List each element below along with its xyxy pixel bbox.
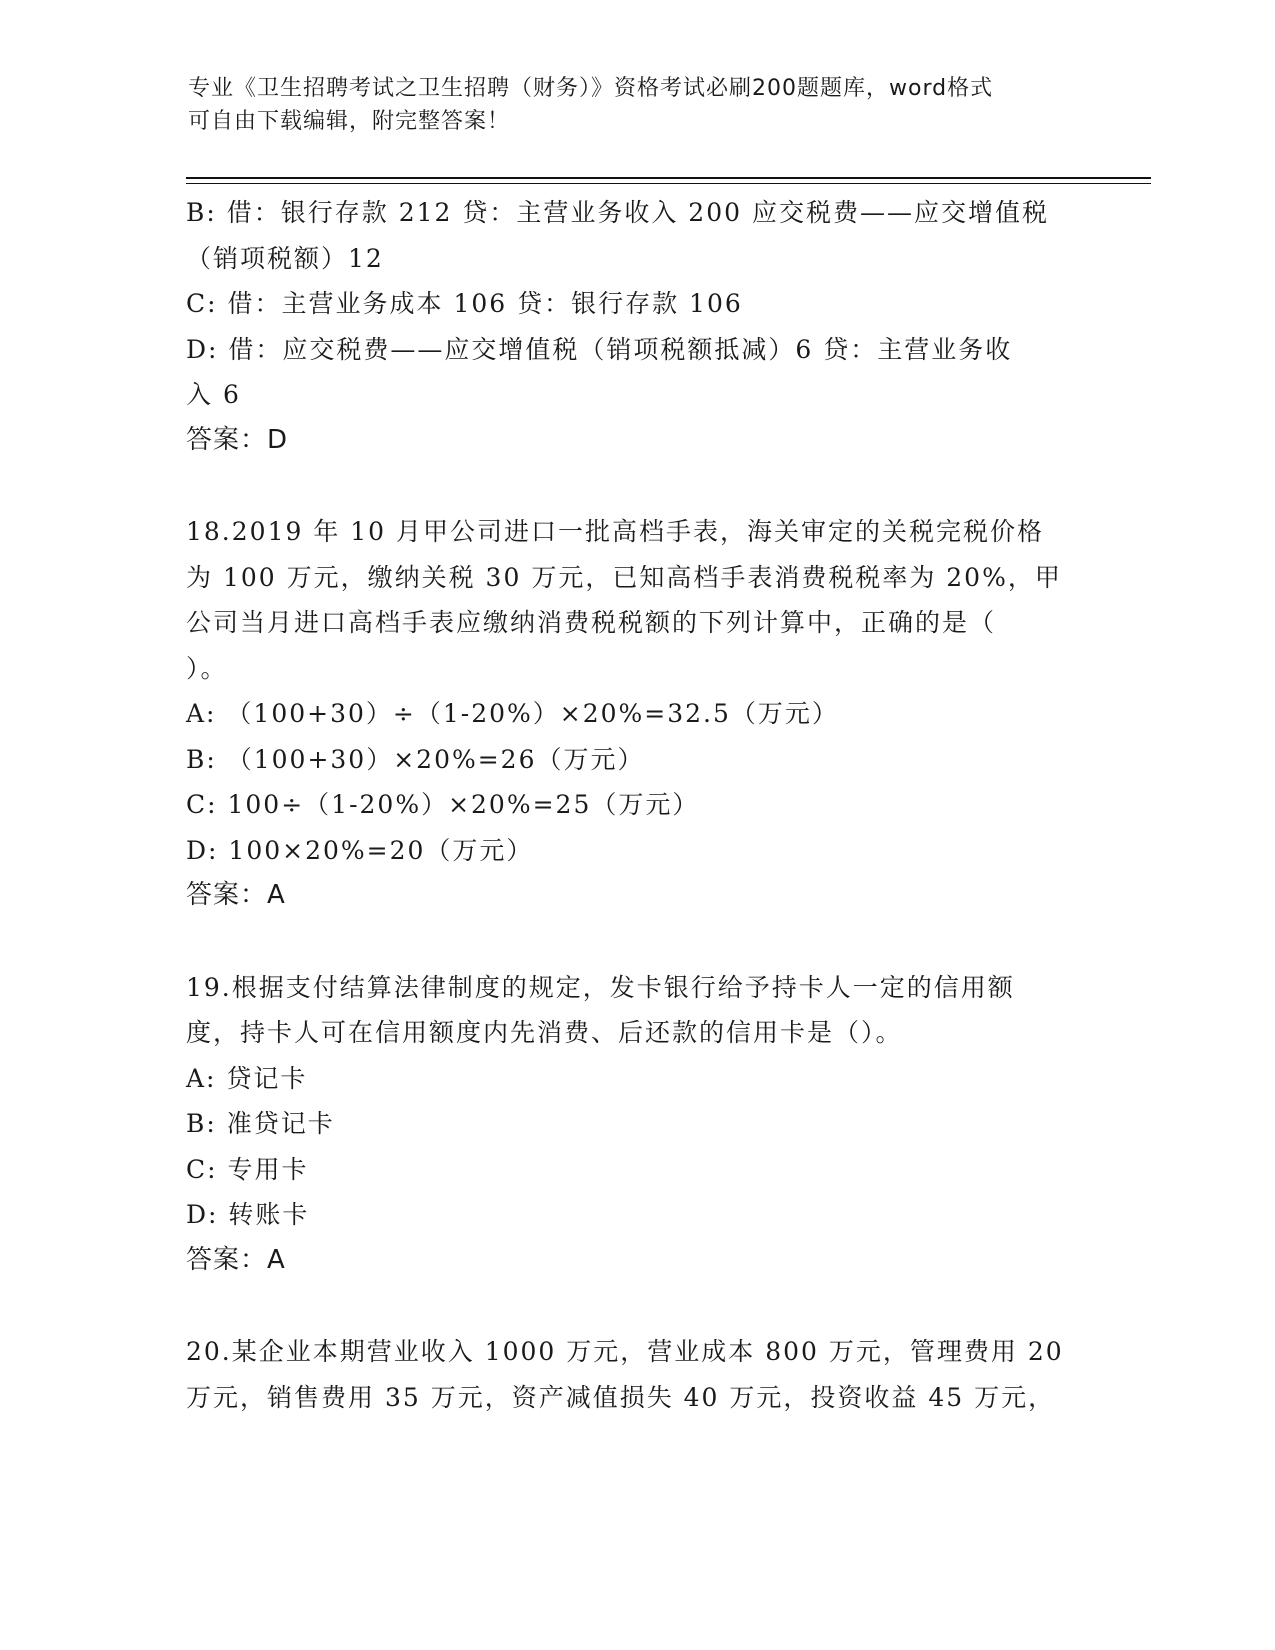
option-b-continued: （销项税额）12 (186, 243, 384, 273)
option-d-continued: 入 6 (186, 380, 241, 409)
question-stem-line: 万元，销售费用 35 万元，资产减值损失 40 万元，投资收益 45 万元， (186, 1382, 1056, 1412)
option-d: D: 100×20%=20（万元） (186, 835, 534, 865)
option-b: B: 借：银行存款 212 贷：主营业务收入 200 应交税费——应交增值税 (186, 198, 1049, 227)
question-stem-line: 20.某企业本期营业收入 1000 万元，营业成本 800 万元，管理费用 20 (186, 1337, 1064, 1366)
option-c: C: 借：主营业务成本 106 贷：银行存款 106 (186, 289, 743, 318)
header-title-line-1: 专业《卫生招聘考试之卫生招聘（财务）》资格考试必刷200题题库，word格式 (188, 76, 994, 101)
answer-label: 答案：A (186, 1244, 286, 1275)
question-stem-line: 为 100 万元，缴纳关税 30 万元，已知高档手表消费税税率为 20%，甲 (186, 562, 1062, 592)
option-a: A: （100+30）÷（1-20%）×20%=32.5（万元） (186, 699, 839, 728)
question-block-19 (186, 965, 1086, 1284)
question-stem-line: 18.2019 年 10 月甲公司进口一批高档手表，海关审定的关税完税价格 (186, 517, 1045, 546)
question-content (186, 190, 1086, 1420)
answer-label: 答案：D (186, 424, 289, 455)
spacer (186, 463, 1086, 509)
question-block-17 (186, 190, 1086, 463)
page-header (188, 72, 1068, 138)
option-c: C: 专用卡 (186, 1154, 309, 1184)
header-title-line-2: 可自由下载编辑，附完整答案！ (188, 109, 511, 134)
option-a: A: 贷记卡 (186, 1063, 308, 1093)
spacer (186, 1283, 1086, 1329)
option-d: D: 借：应交税费——应交增值税（销项税额抵减）6 贷：主营业务收 (186, 334, 1013, 364)
question-stem-line: ）。 (186, 653, 228, 683)
question-block-20 (186, 1329, 1086, 1420)
option-d: D: 转账卡 (186, 1200, 310, 1229)
question-block-18 (186, 509, 1086, 919)
question-stem-line: 度，持卡人可在信用额度内先消费、后还款的信用卡是（）。 (186, 1018, 903, 1047)
header-divider-thin (186, 183, 1151, 184)
option-b: B: 准贷记卡 (186, 1109, 335, 1138)
question-stem-line: 19.根据支付结算法律制度的规定，发卡银行给予持卡人一定的信用额 (186, 972, 1015, 1002)
option-c: C: 100÷（1-20%）×20%=25（万元） (186, 790, 700, 819)
answer-label: 答案：A (186, 880, 286, 910)
option-b: B: （100+30）×20%=26（万元） (186, 744, 645, 774)
header-divider-thick (186, 177, 1151, 179)
spacer (186, 919, 1086, 965)
question-stem-line: 公司当月进口高档手表应缴纳消费税税额的下列计算中，正确的是（ (186, 608, 997, 637)
